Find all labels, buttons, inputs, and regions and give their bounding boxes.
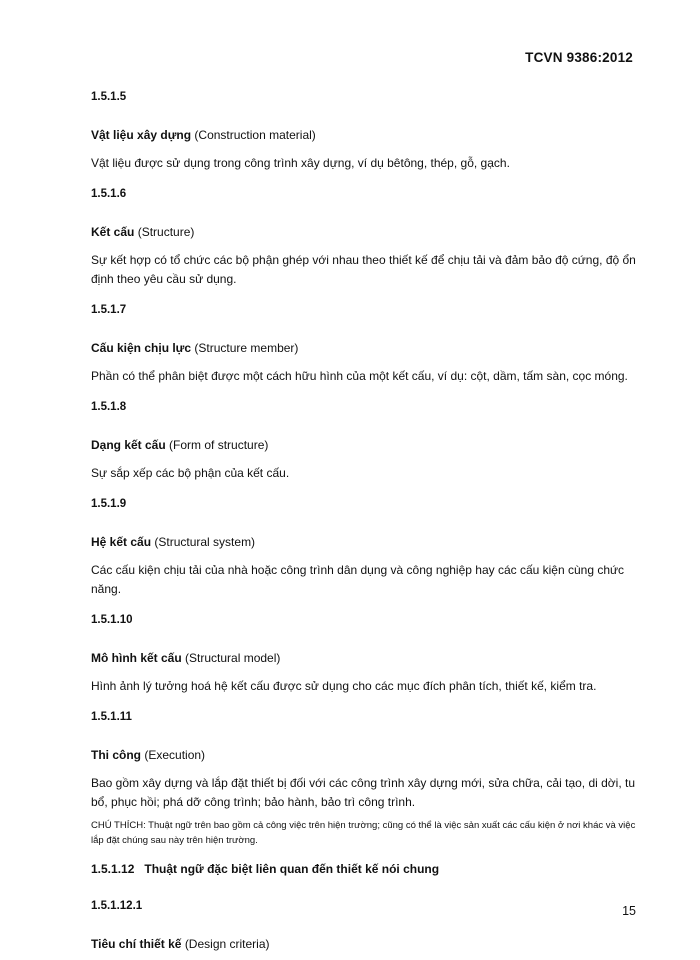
term-definition: Sự kết hợp có tổ chức các bộ phận ghép với nhau theo thiết kế để chịu tải và đảm bảo độ cứng, độ ổn định theo yêu cầu sử dụng. <box>91 253 636 286</box>
term-definition: Các cấu kiện chịu tải của nhà hoặc công trình dân dụng và công nghiệp hay các cấu kiện cùng chức năng. <box>91 563 625 596</box>
term-en: (Construction material) <box>194 128 316 142</box>
term-heading <box>91 535 636 549</box>
term-heading <box>91 225 636 239</box>
subsection-title: Thuật ngữ đặc biệt liên quan đến thiết kế nói chung <box>144 862 440 876</box>
page-content <box>91 91 636 951</box>
term-heading <box>91 341 636 355</box>
standard-code: TCVN 9386:2012 <box>525 50 633 65</box>
term-vi: Kết cấu <box>91 225 135 239</box>
section-number: 1.5.1.6 <box>91 188 127 200</box>
section-number: 1.5.1.12.1 <box>91 900 143 912</box>
term-heading <box>91 128 636 142</box>
term-vi: Mô hình kết cấu <box>91 651 182 665</box>
term-vi: Tiêu chí thiết kế <box>91 937 182 951</box>
term-vi: Cấu kiện chịu lực <box>91 341 192 355</box>
term-en: (Structural system) <box>154 535 256 549</box>
term-vi: Vật liệu xây dựng <box>91 128 192 142</box>
section-number: 1.5.1.8 <box>91 401 127 413</box>
term-note: CHÚ THÍCH: Thuật ngữ trên bao gồm cả công việc trên hiện trường; cũng có thể là việc sản xuất các cấu kiện ở nơi khác và việc lắp đặt chúng sau này trên hiện trường. <box>91 820 636 846</box>
term-en: (Design criteria) <box>184 937 270 951</box>
term-vi: Hệ kết cấu <box>91 535 152 549</box>
term-definition: Phần có thể phân biệt được một cách hữu hình của một kết cấu, ví dụ: cột, dầm, tấm sàn, cọc móng. <box>91 369 628 383</box>
page-number: 15 <box>622 904 636 918</box>
term-definition: Vật liệu được sử dụng trong công trình xây dựng, ví dụ bêtông, thép, gỗ, gạch. <box>91 156 510 170</box>
term-en: (Execution) <box>144 748 206 762</box>
term-definition: Bao gồm xây dựng và lắp đặt thiết bị đối với các công trình xây dựng mới, sửa chữa, cải tạo, di dời, tu bổ, phục hồi; phá dỡ công trình; bảo hành, bảo trì công trình. <box>91 776 636 809</box>
term-definition: Hình ảnh lý tưởng hoá hệ kết cấu được sử dụng cho các mục đích phân tích, thiết kế, kiểm tra. <box>91 679 597 693</box>
term-vi: Thi công <box>91 748 141 762</box>
term-heading <box>91 748 636 762</box>
term-heading <box>91 651 636 665</box>
section-number: 1.5.1.9 <box>91 498 127 510</box>
section-number: 1.5.1.11 <box>91 711 132 723</box>
section-number: 1.5.1.5 <box>91 91 127 103</box>
term-definition: Sự sắp xếp các bộ phận của kết cấu. <box>91 466 290 480</box>
term-en: (Structure member) <box>194 341 299 355</box>
term-heading <box>91 937 636 951</box>
term-vi: Dạng kết cấu <box>91 438 166 452</box>
section-number: 1.5.1.7 <box>91 304 127 316</box>
term-en: (Form of structure) <box>169 438 269 452</box>
subsection-heading <box>91 862 636 876</box>
term-en: (Structure) <box>137 225 195 239</box>
term-en: (Structural model) <box>185 651 281 665</box>
term-heading <box>91 438 636 452</box>
section-number: 1.5.1.10 <box>91 614 133 626</box>
subsection-number: 1.5.1.12 <box>91 862 135 876</box>
